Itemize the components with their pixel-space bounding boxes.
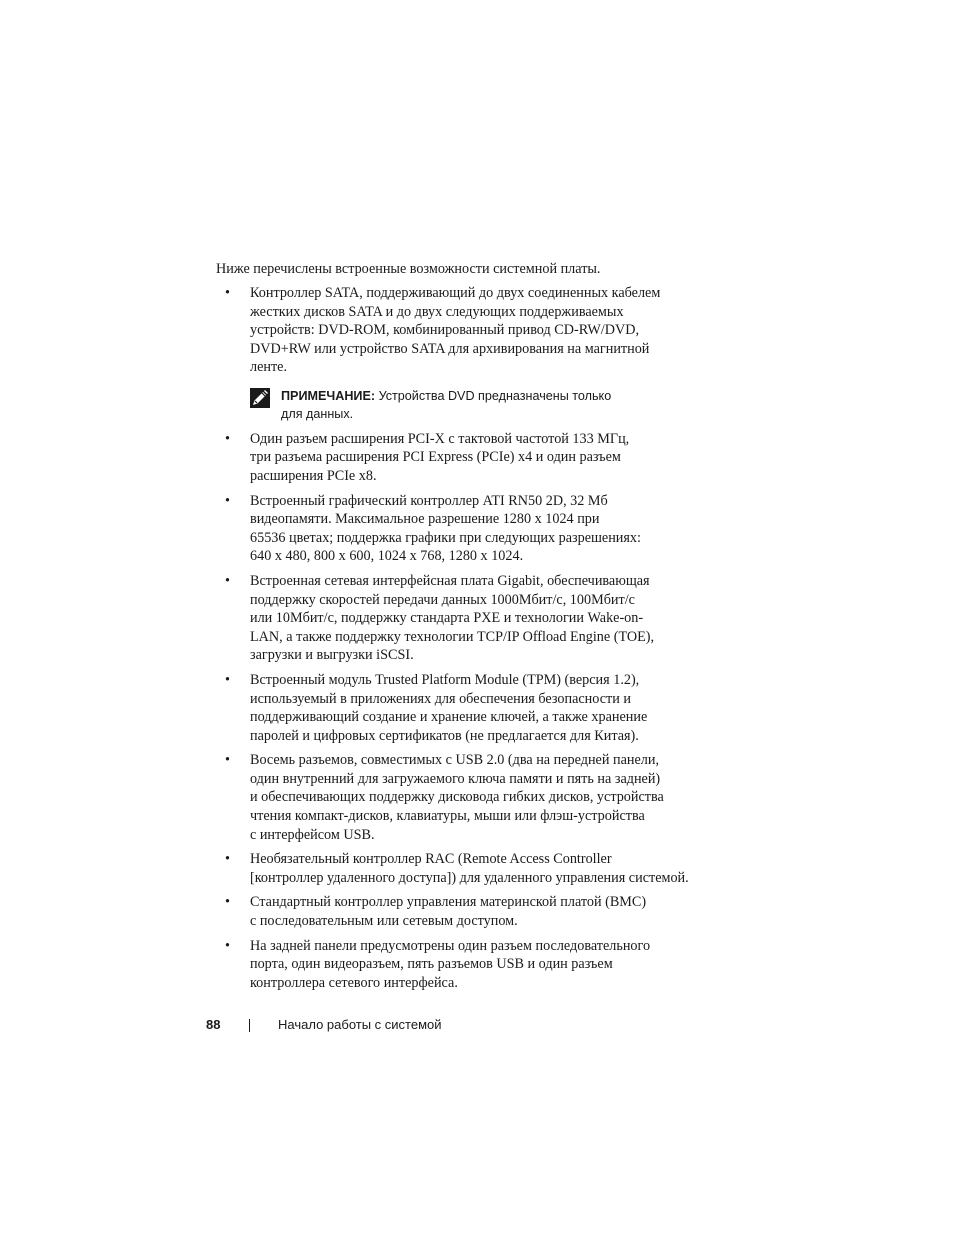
list-item-text: Контроллер SATA, поддерживающий до двух соединенных кабелем жестких дисков SATA и до двух следующих поддерживаемых устройств: DVD-ROM, комбинированный привод CD-RW/DVD, DVD+RW или устройство SATA для архивирования на магнитной ленте.	[250, 285, 661, 376]
intro-paragraph: Ниже перечислены встроенные возможности системной платы.	[216, 261, 601, 277]
note-label: ПРИМЕЧАНИЕ:	[281, 388, 376, 403]
page-number: 88	[206, 1017, 221, 1032]
footer-separator	[249, 1019, 250, 1032]
list-item-text: Встроенный модуль Trusted Platform Module (TPM) (версия 1.2), используемый в приложениях для обеспечения безопасности и поддерживающий создание и хранение ключей, а также хранение паролей и цифровых сертификатов (не предлагается для Китая).	[250, 671, 648, 744]
feature-list	[216, 284, 736, 998]
bullet-marker: •	[225, 671, 230, 688]
list-item-text: Встроенный графический контроллер ATI RN50 2D, 32 Мб видеопамяти. Максимальное разрешение 1280 x 1024 при 65536 цветах; поддержка графики при следующих разрешениях: 640 x 480, 800 x 600, 1024 x 768, 1280 x 1024.	[250, 492, 641, 565]
bullet-marker: •	[225, 937, 230, 954]
list-item	[216, 430, 736, 486]
bullet-marker: •	[225, 492, 230, 509]
list-item	[216, 671, 736, 745]
list-item	[216, 751, 736, 844]
chapter-title: Начало работы с системой	[278, 1017, 442, 1032]
list-item-text: Стандартный контроллер управления материнской платой (BMC) с последовательным или сетевым доступом.	[250, 894, 647, 930]
list-item-text: Встроенная сетевая интерфейсная плата Gigabit, обеспечивающая поддержку скоростей передачи данных 1000Мбит/с, 100Мбит/с или 10Мбит/с, поддержку стандарта PXE и технологии Wake-on- LAN, а также поддержку технологии TCP/IP Offload Engine (TOE), загрузки и выгрузки iSCSI.	[250, 572, 655, 664]
bullet-marker: •	[225, 430, 230, 447]
list-item	[216, 284, 736, 424]
bullet-marker: •	[225, 894, 230, 911]
bullet-marker: •	[225, 851, 230, 868]
list-item-text: Необязательный контроллер RAC (Remote Access Controller [контроллер удаленного доступа]) для удаленного управления системой.	[250, 851, 689, 886]
list-item	[216, 937, 736, 993]
note-box	[250, 387, 736, 424]
bullet-marker: •	[225, 572, 230, 589]
bullet-marker: •	[225, 285, 230, 301]
page-footer	[206, 1014, 706, 1036]
note-text	[281, 387, 736, 424]
list-item-text: На задней панели предусмотрены один разъем последовательного порта, один видеоразъем, пять разъемов USB и один разъем контроллера сетевого интерфейса.	[250, 937, 651, 991]
list-item	[216, 850, 736, 887]
list-item	[216, 893, 736, 930]
list-item	[216, 492, 736, 566]
list-item	[216, 572, 736, 665]
note-pencil-icon	[250, 388, 270, 408]
list-item-text: Один разъем расширения PCI-X с тактовой частотой 133 МГц, три разъема расширения PCI Express (PCIe) x4 и один разъем расширения PCIe x8.	[250, 430, 630, 484]
bullet-marker: •	[225, 752, 230, 769]
list-item-text: Восемь разъемов, совместимых с USB 2.0 (два на передней панели, один внутренний для загружаемого ключа памяти и пять на задней) и обеспечивающих поддержку дисковода гибких дисков, устройства чтения компакт-дисков, клавиатуры, мыши или флэш-устройства с интерфейсом USB.	[250, 752, 664, 843]
note-body: Устройства DVD предназначены только для данных.	[281, 388, 612, 422]
